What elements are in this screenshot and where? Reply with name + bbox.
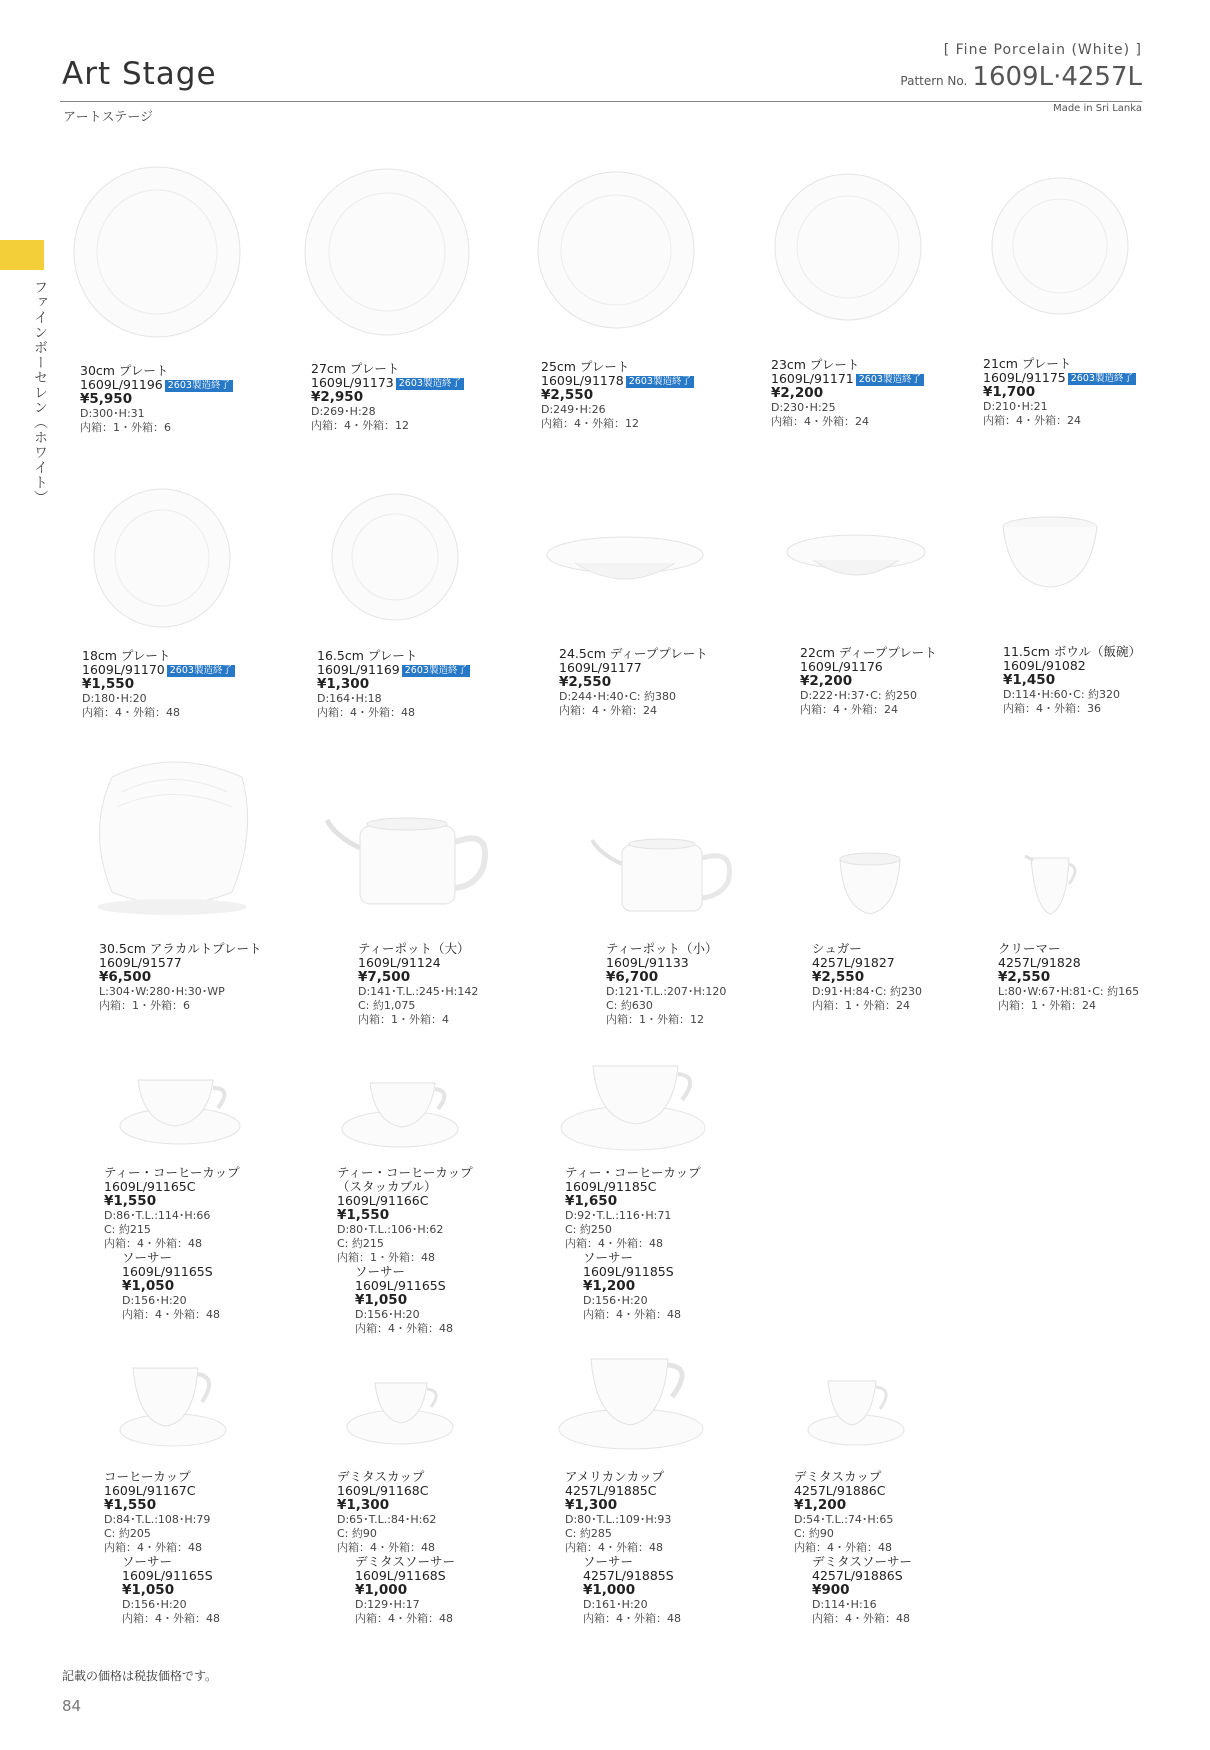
product-dimensions: D:180･H:20 <box>82 692 147 705</box>
saucer-price: ¥1,000 <box>583 1582 636 1598</box>
product-price: ¥2,550 <box>998 969 1051 985</box>
product-code: 1609L/91173 <box>311 375 394 390</box>
deep-plate-image <box>545 533 705 593</box>
product-card <box>80 364 233 435</box>
product-packing: 内箱：4・外箱：48 <box>104 1541 202 1554</box>
product-code: 1609L/91176 <box>800 659 883 674</box>
product-price: ¥1,700 <box>983 384 1036 400</box>
product-capacity: C: 約215 <box>337 1237 384 1250</box>
teapot-small-image <box>590 830 740 915</box>
saucer-name: ソーサー <box>583 1250 634 1265</box>
saucer-price: ¥900 <box>812 1582 850 1598</box>
pattern-value: 1609L·4257L <box>972 62 1142 92</box>
product-price: ¥1,300 <box>337 1497 390 1513</box>
product-code: 1609L/91165C <box>104 1179 196 1194</box>
product-name: デミタスカップ <box>794 1469 882 1484</box>
saucer-price: ¥1,000 <box>355 1582 408 1598</box>
product-capacity: C: 約90 <box>337 1527 377 1540</box>
saucer-info <box>583 1555 681 1626</box>
discontinued-badge: 2603製造終了 <box>165 380 233 392</box>
saucer-dimensions: D:156･H:20 <box>122 1294 187 1307</box>
product-code: 1609L/91577 <box>99 955 182 970</box>
product-price: ¥1,550 <box>82 676 135 692</box>
product-name: クリーマー <box>998 941 1061 956</box>
product-dimensions: D:222･H:37･C: 約250 <box>800 689 918 702</box>
discontinued-badge: 2603製造終了 <box>626 376 694 388</box>
product-code: 1609L/91170 <box>82 662 165 677</box>
product-dimensions: D:210･H:21 <box>983 400 1048 413</box>
product-packing: 内箱：1・外箱：6 <box>80 421 171 434</box>
product-packing: 内箱：1・外箱：4 <box>358 1013 449 1026</box>
alacarte-plate-image <box>92 752 252 922</box>
saucer-info <box>355 1555 455 1626</box>
product-dimensions: D:230･H:25 <box>771 401 836 414</box>
pattern-label: Pattern No. <box>900 74 968 88</box>
product-dimensions: D:84･T.L.:108･H:79 <box>104 1513 211 1526</box>
product-name: 27cm プレート <box>311 361 400 376</box>
product-dimensions: D:244･H:40･C: 約380 <box>559 690 677 703</box>
product-price: ¥2,950 <box>311 389 364 405</box>
product-price: ¥2,550 <box>541 387 594 403</box>
product-card <box>104 1166 240 1322</box>
plate-image <box>773 172 923 322</box>
teapot-large-image <box>325 808 495 908</box>
product-card <box>812 942 922 1013</box>
product-card <box>337 1470 455 1626</box>
saucer-packing: 内箱：4・外箱：48 <box>355 1322 453 1335</box>
product-dimensions: D:80･T.L.:109･H:93 <box>565 1513 672 1526</box>
product-packing: 内箱：4・外箱：12 <box>311 419 409 432</box>
deep-plate-image <box>785 530 927 588</box>
product-dimensions: D:114･H:60･C: 約320 <box>1003 688 1121 701</box>
product-price: ¥7,500 <box>358 969 411 985</box>
saucer-dimensions: D:156･H:20 <box>583 1294 648 1307</box>
saucer-price: ¥1,200 <box>583 1278 636 1294</box>
product-name: 22cm ディーププレート <box>800 645 937 660</box>
product-dimensions: D:86･T.L.:114･H:66 <box>104 1209 211 1222</box>
product-packing: 内箱：4・外箱：12 <box>541 417 639 430</box>
plate-image <box>990 176 1130 316</box>
creamer-image <box>1023 850 1083 918</box>
saucer-packing: 内箱：4・外箱：48 <box>812 1612 910 1625</box>
product-dimensions: D:141･T.L.:245･H:142 <box>358 985 479 998</box>
demitasse-saucer-image <box>345 1375 455 1450</box>
saucer-code: 1609L/91165S <box>122 1264 213 1279</box>
saucer-name: ソーサー <box>583 1554 634 1569</box>
cup-saucer-image <box>558 1058 708 1158</box>
saucer-name: デミタスソーサー <box>355 1554 456 1569</box>
product-packing: 内箱：4・外箱：48 <box>794 1541 892 1554</box>
product-card <box>317 649 470 720</box>
product-name: 24.5cm ディーププレート <box>559 646 708 661</box>
saucer-info <box>122 1555 220 1626</box>
saucer-price: ¥1,050 <box>122 1278 175 1294</box>
product-code: 1609L/91133 <box>606 955 689 970</box>
product-name-variant: （スタッカブル） <box>337 1179 437 1194</box>
discontinued-badge: 2603製造終了 <box>1068 373 1136 385</box>
demitasse-saucer-image <box>806 1375 906 1450</box>
product-price: ¥6,700 <box>606 969 659 985</box>
product-code: 1609L/91168C <box>337 1483 429 1498</box>
product-capacity: C: 約205 <box>104 1527 151 1540</box>
product-code: 4257L/91828 <box>998 955 1081 970</box>
product-code: 1609L/91166C <box>337 1193 429 1208</box>
sugar-bowl-image <box>835 848 905 918</box>
saucer-code: 1609L/91168S <box>355 1568 446 1583</box>
plate-image <box>72 165 242 340</box>
saucer-dimensions: D:156･H:20 <box>122 1598 187 1611</box>
product-dimensions: D:65･T.L.:84･H:62 <box>337 1513 437 1526</box>
product-dimensions: D:269･H:28 <box>311 405 376 418</box>
saucer-packing: 内箱：4・外箱：48 <box>122 1612 220 1625</box>
product-name: ティー・コーヒーカップ <box>565 1165 701 1180</box>
product-code: 1609L/91177 <box>559 660 642 675</box>
product-name: 23cm プレート <box>771 357 860 372</box>
product-dimensions: D:92･T.L.:116･H:71 <box>565 1209 672 1222</box>
product-packing: 内箱：4・外箱：48 <box>317 706 415 719</box>
product-card <box>337 1166 473 1336</box>
product-code: 1609L/91185C <box>565 1179 657 1194</box>
saucer-code: 4257L/91886S <box>812 1568 903 1583</box>
product-name: ティー・コーヒーカップ <box>337 1165 473 1180</box>
product-name: ティー・コーヒーカップ <box>104 1165 240 1180</box>
saucer-name: デミタスソーサー <box>812 1554 913 1569</box>
product-packing: 内箱：4・外箱：48 <box>337 1541 435 1554</box>
product-price: ¥1,300 <box>317 676 370 692</box>
product-price: ¥1,650 <box>565 1193 618 1209</box>
product-packing: 内箱：4・外箱：24 <box>983 414 1081 427</box>
saucer-info <box>583 1251 701 1322</box>
saucer-dimensions: D:161･H:20 <box>583 1598 648 1611</box>
saucer-packing: 内箱：4・外箱：48 <box>122 1308 220 1321</box>
product-card <box>771 358 924 429</box>
product-packing: 内箱：4・外箱：48 <box>565 1237 663 1250</box>
product-name: デミタスカップ <box>337 1469 425 1484</box>
discontinued-badge: 2603製造終了 <box>402 665 470 677</box>
product-dimensions: L:80･W:67･H:81･C: 約165 <box>998 985 1140 998</box>
product-code: 1609L/91171 <box>771 371 854 386</box>
product-code: 4257L/91827 <box>812 955 895 970</box>
product-dimensions: D:91･H:84･C: 約230 <box>812 985 923 998</box>
product-card <box>311 362 464 433</box>
product-code: 4257L/91885C <box>565 1483 657 1498</box>
product-packing: 内箱：4・外箱：48 <box>104 1237 202 1250</box>
product-packing: 内箱：4・外箱：24 <box>559 704 657 717</box>
product-packing: 内箱：4・外箱：48 <box>565 1541 663 1554</box>
product-name: 25cm プレート <box>541 359 630 374</box>
product-name: ティーポット（小） <box>606 941 718 956</box>
product-code: 1609L/91178 <box>541 373 624 388</box>
saucer-packing: 内箱：4・外箱：48 <box>583 1308 681 1321</box>
plate-image <box>536 170 696 330</box>
product-capacity: C: 約1,075 <box>358 999 416 1012</box>
product-card <box>998 942 1139 1013</box>
product-card <box>82 649 235 720</box>
product-card <box>104 1470 220 1626</box>
product-card <box>565 1470 681 1626</box>
product-capacity: C: 約630 <box>606 999 653 1012</box>
product-packing: 内箱：1・外箱：24 <box>998 999 1096 1012</box>
saucer-info <box>355 1265 473 1336</box>
saucer-dimensions: D:156･H:20 <box>355 1308 420 1321</box>
product-price: ¥2,550 <box>559 674 612 690</box>
product-name: シュガー <box>812 941 862 956</box>
saucer-price: ¥1,050 <box>122 1582 175 1598</box>
cup-saucer-image <box>340 1073 460 1153</box>
product-packing: 内箱：1・外箱：48 <box>337 1251 435 1264</box>
product-code: 1609L/91196 <box>80 377 163 392</box>
saucer-code: 1609L/91165S <box>122 1568 213 1583</box>
product-packing: 内箱：1・外箱：6 <box>99 999 190 1012</box>
product-card <box>1003 645 1141 716</box>
section-tab <box>0 240 44 270</box>
product-price: ¥1,550 <box>337 1207 390 1223</box>
product-code: 4257L/91886C <box>794 1483 886 1498</box>
product-card <box>358 942 478 1027</box>
origin-label: Made in Sri Lanka <box>1053 103 1142 114</box>
saucer-info <box>812 1555 912 1626</box>
pattern-number <box>900 62 1142 92</box>
product-capacity: C: 約285 <box>565 1527 612 1540</box>
saucer-code: 4257L/91885S <box>583 1568 674 1583</box>
product-dimensions: D:121･T.L.:207･H:120 <box>606 985 727 998</box>
cup-saucer-image <box>118 1070 243 1150</box>
product-dimensions: D:80･T.L.:106･H:62 <box>337 1223 444 1236</box>
saucer-dimensions: D:114･H:16 <box>812 1598 877 1611</box>
page-number: 84 <box>62 1697 82 1715</box>
product-price: ¥2,550 <box>812 969 865 985</box>
product-packing: 内箱：4・外箱：24 <box>800 703 898 716</box>
product-code: 1609L/91124 <box>358 955 441 970</box>
cup-saucer-image <box>118 1362 228 1452</box>
product-name: 16.5cm プレート <box>317 648 418 663</box>
product-dimensions: D:300･H:31 <box>80 407 145 420</box>
product-dimensions: L:304･W:280･H:30･WP <box>99 985 225 998</box>
discontinued-badge: 2603製造終了 <box>167 665 235 677</box>
product-code: 1609L/91082 <box>1003 658 1086 673</box>
product-capacity: C: 約215 <box>104 1223 151 1236</box>
category-label: [ Fine Porcelain (White) ] <box>943 42 1142 58</box>
saucer-dimensions: D:129･H:17 <box>355 1598 420 1611</box>
header-divider <box>60 101 1142 102</box>
product-capacity: C: 約90 <box>794 1527 834 1540</box>
saucer-name: ソーサー <box>355 1264 406 1279</box>
product-price: ¥1,450 <box>1003 672 1056 688</box>
product-packing: 内箱：1・外箱：24 <box>812 999 910 1012</box>
saucer-price: ¥1,050 <box>355 1292 408 1308</box>
page-subtitle: アートステージ <box>63 110 153 125</box>
discontinued-badge: 2603製造終了 <box>396 378 464 390</box>
saucer-name: ソーサー <box>122 1554 173 1569</box>
product-name: アメリカンカップ <box>565 1469 665 1484</box>
saucer-packing: 内箱：4・外箱：48 <box>355 1612 453 1625</box>
product-name: ティーポット（大） <box>358 941 470 956</box>
product-price: ¥1,200 <box>794 1497 847 1513</box>
bowl-image <box>1000 515 1100 595</box>
page-title: Art Stage <box>62 56 217 92</box>
product-price: ¥2,200 <box>771 385 824 401</box>
product-name: 11.5cm ボウル（飯碗） <box>1003 644 1141 659</box>
american-cup-image <box>556 1353 706 1453</box>
product-capacity: C: 約250 <box>565 1223 612 1236</box>
product-name: 18cm プレート <box>82 648 171 663</box>
product-name: 21cm プレート <box>983 356 1072 371</box>
product-packing: 内箱：1・外箱：12 <box>606 1013 704 1026</box>
product-name: 30cm プレート <box>80 363 169 378</box>
saucer-code: 1609L/91165S <box>355 1278 446 1293</box>
product-dimensions: D:54･T.L.:74･H:65 <box>794 1513 894 1526</box>
product-price: ¥1,550 <box>104 1193 157 1209</box>
product-name: 30.5cm アラカルトプレート <box>99 941 262 956</box>
saucer-info <box>122 1251 240 1322</box>
product-card <box>606 942 726 1027</box>
product-dimensions: D:164･H:18 <box>317 692 382 705</box>
product-price: ¥5,950 <box>80 391 133 407</box>
product-price: ¥1,550 <box>104 1497 157 1513</box>
product-price: ¥6,500 <box>99 969 152 985</box>
plate-image <box>330 492 460 622</box>
saucer-code: 1609L/91185S <box>583 1264 674 1279</box>
plate-image <box>303 167 471 337</box>
product-card <box>99 942 261 1013</box>
product-name: コーヒーカップ <box>104 1469 191 1484</box>
product-price: ¥2,200 <box>800 673 853 689</box>
section-label: ファインボーセレン（ホワイト） <box>32 280 48 505</box>
saucer-name: ソーサー <box>122 1250 173 1265</box>
product-card <box>794 1470 912 1626</box>
product-card <box>541 360 694 431</box>
saucer-packing: 内箱：4・外箱：48 <box>583 1612 681 1625</box>
discontinued-badge: 2603製造終了 <box>856 374 924 386</box>
product-packing: 内箱：4・外箱：48 <box>82 706 180 719</box>
product-packing: 内箱：4・外箱：36 <box>1003 702 1101 715</box>
product-card <box>559 647 708 718</box>
product-card <box>565 1166 701 1322</box>
product-code: 1609L/91169 <box>317 662 400 677</box>
product-code: 1609L/91175 <box>983 370 1066 385</box>
product-card <box>983 357 1136 428</box>
product-packing: 内箱：4・外箱：24 <box>771 415 869 428</box>
plate-image <box>92 487 232 629</box>
tax-note: 記載の価格は税抜価格です。 <box>62 1669 218 1683</box>
product-card <box>800 646 937 717</box>
product-dimensions: D:249･H:26 <box>541 403 606 416</box>
product-price: ¥1,300 <box>565 1497 618 1513</box>
product-code: 1609L/91167C <box>104 1483 196 1498</box>
